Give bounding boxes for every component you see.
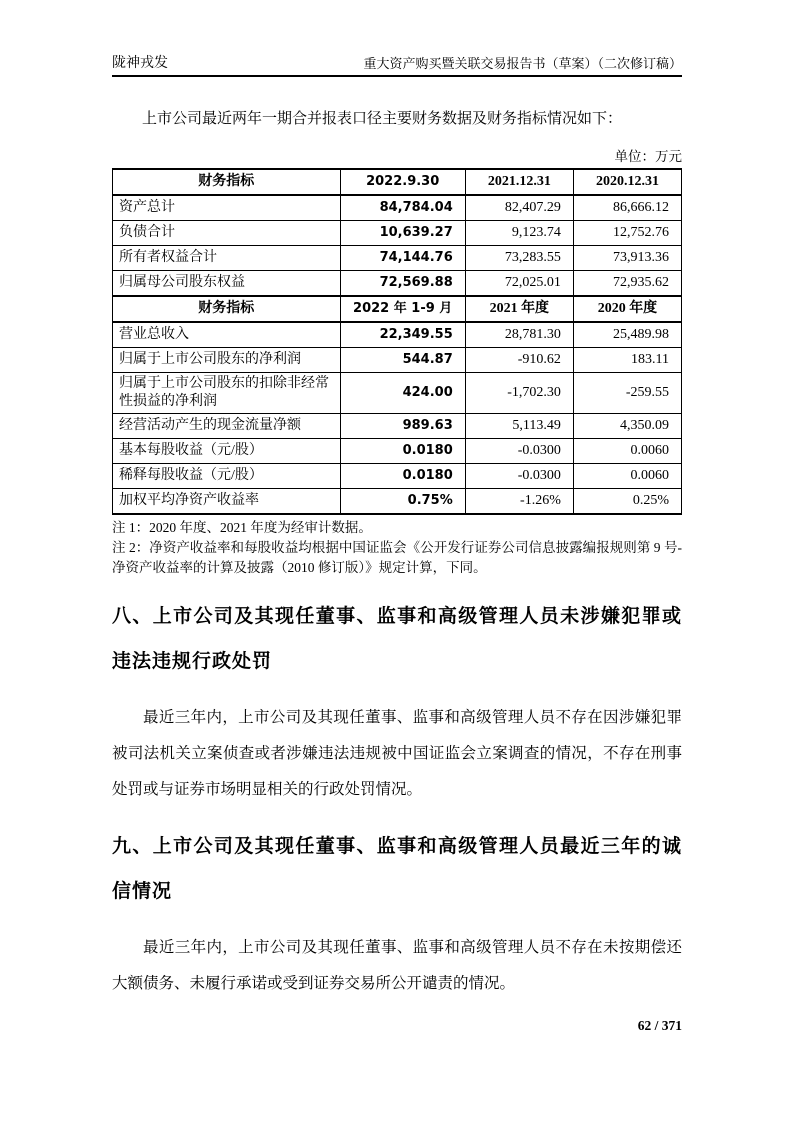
indicator-label-cell: 基本每股收益（元/股）	[113, 439, 341, 464]
indicator-value-cell: 25,489.98	[573, 322, 681, 348]
indicator-value-cell: 82,407.29	[465, 195, 573, 221]
section-body-8: 最近三年内，上市公司及其现任董事、监事和高级管理人员不存在因涉嫌犯罪被司法机关立案侦查或者涉嫌违法违规被中国证监会立案调查的情况，不存在刑事处罚或与证券市场明显相关的行政处罚情况。	[112, 708, 682, 798]
note-1: 注 1：2020 年度、2021 年度为经审计数据。	[112, 520, 372, 535]
intro-paragraph: 上市公司最近两年一期合并报表口径主要财务数据及财务指标情况如下：	[142, 111, 623, 127]
indicator-value-cell: 5,113.49	[465, 414, 573, 439]
table-header-row	[113, 296, 682, 322]
indicator-value-cell: 72,935.62	[573, 271, 681, 297]
table-notes	[112, 518, 682, 578]
indicator-value-cell: -1.26%	[465, 489, 573, 515]
indicator-value-cell: 0.75%	[340, 489, 465, 515]
indicator-value-cell: 73,283.55	[465, 246, 573, 271]
table-row	[113, 246, 682, 271]
indicator-value-cell: 74,144.76	[340, 246, 465, 271]
table-row	[113, 195, 682, 221]
table-header-cell: 2020.12.31	[573, 169, 681, 195]
indicator-label-cell: 归属于上市公司股东的扣除非经常性损益的净利润	[113, 373, 341, 414]
note-2: 注 2：净资产收益率和每股收益均根据中国证监会《公开发行证券公司信息披露编报规则第 9 号-净资产收益率的计算及披露（2010 修订版）》规定计算，下同。	[112, 540, 682, 575]
section-heading-9: 九、上市公司及其现任董事、监事和高级管理人员最近三年的诚信情况	[112, 835, 682, 902]
indicator-value-cell: 9,123.74	[465, 221, 573, 246]
indicator-value-cell: 989.63	[340, 414, 465, 439]
indicator-value-cell: 73,913.36	[573, 246, 681, 271]
indicator-value-cell: 0.0180	[340, 464, 465, 489]
section-heading-8: 八、上市公司及其现任董事、监事和高级管理人员未涉嫌犯罪或违法违规行政处罚	[112, 606, 682, 672]
indicator-label-cell: 加权平均净资产收益率	[113, 489, 341, 515]
section-body-9: 最近三年内，上市公司及其现任董事、监事和高级管理人员不存在未按期偿还大额债务、未履行承诺或受到证券交易所公开谴责的情况。	[112, 938, 682, 992]
table-header-cell: 2022.9.30	[340, 169, 465, 195]
indicator-value-cell: 72,569.88	[340, 271, 465, 297]
indicator-value-cell: 28,781.30	[465, 322, 573, 348]
table-header-cell: 2022 年 1-9 月	[340, 296, 465, 322]
indicator-value-cell: 84,784.04	[340, 195, 465, 221]
indicator-value-cell: 12,752.76	[573, 221, 681, 246]
indicator-label-cell: 稀释每股收益（元/股）	[113, 464, 341, 489]
indicator-value-cell: 10,639.27	[340, 221, 465, 246]
indicator-value-cell: 0.0060	[573, 439, 681, 464]
indicator-value-cell: 544.87	[340, 348, 465, 373]
indicator-label-cell: 所有者权益合计	[113, 246, 341, 271]
indicator-label-cell: 归属于上市公司股东的净利润	[113, 348, 341, 373]
page-number: 62 / 371	[637, 1018, 682, 1033]
indicator-value-cell: 72,025.01	[465, 271, 573, 297]
indicator-label-cell: 负债合计	[113, 221, 341, 246]
table-row	[113, 439, 682, 464]
page-content	[112, 0, 682, 1002]
table-header-cell: 2021.12.31	[465, 169, 573, 195]
indicator-value-cell: 183.11	[573, 348, 681, 373]
indicator-value-cell: 0.25%	[573, 489, 681, 515]
table-row	[113, 414, 682, 439]
indicator-value-cell: -1,702.30	[465, 373, 573, 414]
indicator-value-cell: -910.62	[465, 348, 573, 373]
table-header-row	[113, 169, 682, 195]
indicator-label-cell: 营业总收入	[113, 322, 341, 348]
indicator-value-cell: -259.55	[573, 373, 681, 414]
table-row	[113, 373, 682, 414]
indicator-value-cell: 86,666.12	[573, 195, 681, 221]
table-row	[113, 221, 682, 246]
indicator-label-cell: 归属母公司股东权益	[113, 271, 341, 297]
table-header-cell: 财务指标	[113, 296, 341, 322]
financial-indicators-table	[112, 168, 682, 515]
header-report-title: 重大资产购买暨关联交易报告书（草案）（二次修订稿）	[363, 56, 682, 71]
table-header-cell: 2020 年度	[573, 296, 681, 322]
table-row	[113, 322, 682, 348]
table-row	[113, 348, 682, 373]
table-header-cell: 2021 年度	[465, 296, 573, 322]
indicator-label-cell: 经营活动产生的现金流量净额	[113, 414, 341, 439]
indicator-value-cell: -0.0300	[465, 464, 573, 489]
table-row	[113, 464, 682, 489]
indicator-value-cell: 0.0180	[340, 439, 465, 464]
indicator-value-cell: -0.0300	[465, 439, 573, 464]
indicator-value-cell: 0.0060	[573, 464, 681, 489]
table-row	[113, 271, 682, 297]
header-company-name: 陇神戎发	[112, 56, 168, 71]
indicator-value-cell: 22,349.55	[340, 322, 465, 348]
table-unit-label: 单位：万元	[614, 149, 682, 164]
indicator-value-cell: 424.00	[340, 373, 465, 414]
table-header-cell: 财务指标	[113, 169, 341, 195]
running-header	[112, 0, 682, 77]
table-row	[113, 489, 682, 515]
indicator-label-cell: 资产总计	[113, 195, 341, 221]
indicator-value-cell: 4,350.09	[573, 414, 681, 439]
